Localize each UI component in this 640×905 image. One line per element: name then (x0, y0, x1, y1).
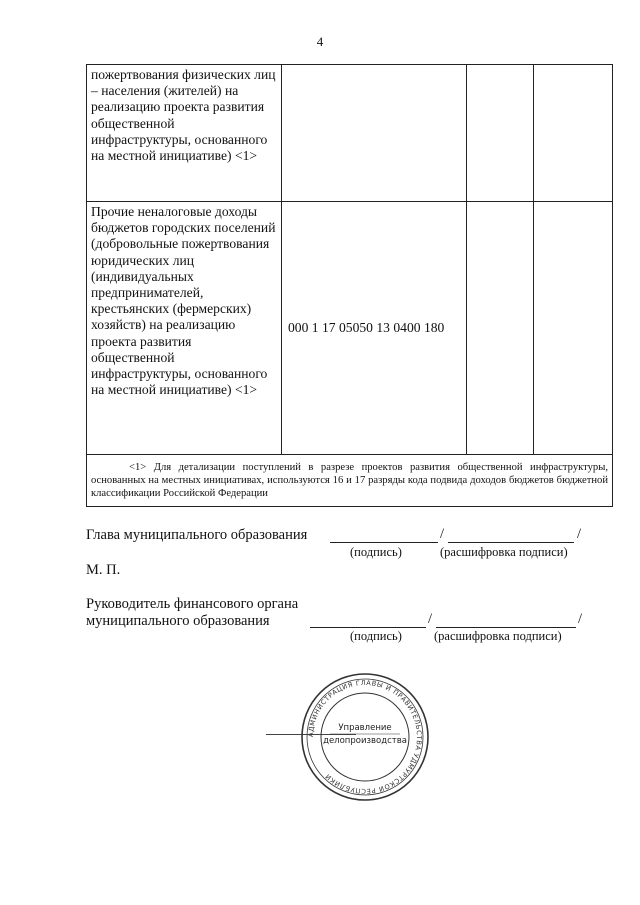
row-code: 000 1 17 05050 13 0400 180 (282, 202, 467, 455)
slash-divider: / (577, 526, 582, 542)
official-stamp (300, 672, 430, 802)
slash-divider: / (428, 611, 433, 627)
stamp-center-line-2: делопроизводства (323, 736, 407, 746)
mp-mark: М. П. (86, 562, 121, 578)
decode-caption: (расшифровка подписи) (440, 545, 568, 559)
row-value-1 (467, 65, 534, 202)
slash-divider: / (578, 611, 583, 627)
stamp-center-line-1: Управление (338, 723, 392, 733)
head-signature-line (330, 542, 438, 543)
row-code (282, 65, 467, 202)
decode-caption: (расшифровка подписи) (434, 629, 562, 643)
footnote-row (87, 455, 613, 507)
slash-divider: / (440, 526, 445, 542)
finance-decode-line (436, 627, 576, 628)
finance-signature-line (310, 627, 426, 628)
row-value-2 (534, 65, 613, 202)
table-row (87, 202, 613, 455)
head-signature-label: Глава муниципального образования (86, 527, 308, 543)
finance-signature-label-1: Руководитель финансового органа (86, 596, 299, 612)
signature-caption: (подпись) (350, 629, 402, 643)
signature-caption: (подпись) (350, 545, 402, 559)
row-description: Прочие неналоговые доходы бюджетов городских поселений (добровольные пожертвования юридических лиц (индивидуальных предпринимателей, крестьянских (фермерских) хозяйств) на реализацию проекта развития общественной инфраструктуры, основанного на местной инициативе) <1> (87, 202, 282, 455)
finance-signature-label-2: муниципального образования (86, 613, 270, 629)
head-decode-line (448, 542, 574, 543)
row-value-2 (534, 202, 613, 455)
page-number: 4 (316, 34, 324, 49)
income-table (86, 64, 613, 507)
row-description: пожертвования физических лиц – населения (жителей) на реализацию проекта развития общественной инфраструктуры, основанного на местной инициативе) <1> (87, 65, 282, 202)
row-value-1 (467, 202, 534, 455)
stamp-ring-text: АДМИНИСТРАЦИЯ ГЛАВЫ И ПРАВИТЕЛЬСТВА УДМУРТСКОЙ РЕСПУБЛИКИ (306, 678, 424, 796)
table-row (87, 65, 613, 202)
footnote: <1> Для детализации поступлений в разрезе проектов развития общественной инфраструктуры, основанных на местных инициативах, используются 16 и 17 разряды кода подвида доходов бюджетов бюджетной классификации Российской Федерации (87, 455, 613, 507)
